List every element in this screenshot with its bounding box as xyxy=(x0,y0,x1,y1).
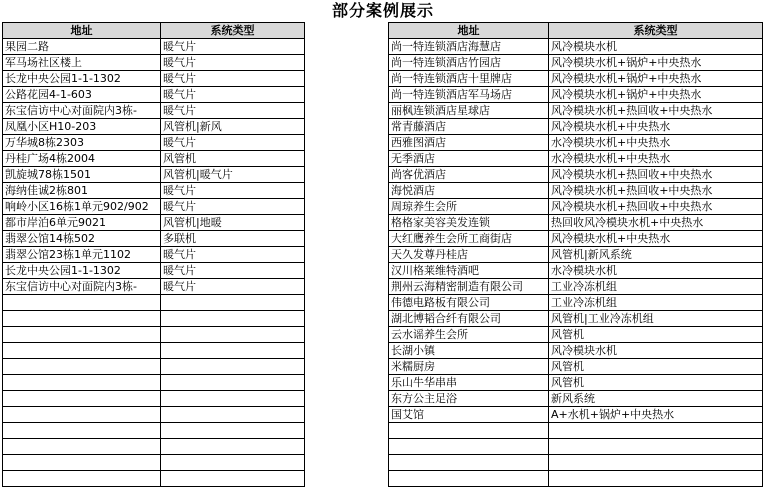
table-row xyxy=(3,151,305,167)
table-row xyxy=(3,423,305,439)
system-type-cell: 暖气片 xyxy=(161,263,305,279)
table-row xyxy=(3,407,305,423)
address-cell xyxy=(3,439,161,455)
address-cell: 海纳佳诚2栋801 xyxy=(3,183,161,199)
address-cell: 周琼养生会所 xyxy=(389,199,549,215)
table-row xyxy=(3,391,305,407)
table-row xyxy=(3,327,305,343)
system-type-cell: 风管机 xyxy=(549,327,763,343)
system-type-cell: 工业冷冻机组 xyxy=(549,295,763,311)
address-cell xyxy=(3,423,161,439)
system-type-cell: 水冷模块水机+中央热水 xyxy=(549,135,763,151)
system-type-cell: 暖气片 xyxy=(161,247,305,263)
table-row xyxy=(3,359,305,375)
system-type-cell: 工业冷冻机组 xyxy=(549,279,763,295)
address-cell: 格格家美容美发连锁 xyxy=(389,215,549,231)
address-cell: 东宝信访中心对面院内3栋- xyxy=(3,279,161,295)
system-type-cell xyxy=(161,455,305,471)
address-cell xyxy=(3,359,161,375)
column-header-system-type: 系统类型 xyxy=(549,23,763,39)
table-row xyxy=(389,167,763,183)
address-cell: 尚一特连锁酒店十里牌店 xyxy=(389,71,549,87)
table-row xyxy=(3,231,305,247)
system-type-cell: 风冷模块水机+锅炉+中央热水 xyxy=(549,87,763,103)
address-cell xyxy=(3,295,161,311)
address-cell: 丽枫连锁酒店星球店 xyxy=(389,103,549,119)
table-row xyxy=(389,407,763,423)
system-type-cell xyxy=(161,407,305,423)
right-table-body xyxy=(389,39,763,487)
system-type-cell: 暖气片 xyxy=(161,135,305,151)
address-cell: 公路花园4-1-603 xyxy=(3,87,161,103)
table-row xyxy=(389,359,763,375)
system-type-cell: 热回收风冷模块水机+中央热水 xyxy=(549,215,763,231)
address-cell xyxy=(3,407,161,423)
address-cell: 尚一特连锁酒店军马场店 xyxy=(389,87,549,103)
page-title: 部分案例展示 xyxy=(331,1,434,20)
table-row xyxy=(389,439,763,455)
address-cell xyxy=(3,391,161,407)
address-cell: 伟德电路板有限公司 xyxy=(389,295,549,311)
system-type-cell: 风冷模块水机+锅炉+中央热水 xyxy=(549,71,763,87)
system-type-cell: 风管机|工业冷冻机组 xyxy=(549,311,763,327)
system-type-cell xyxy=(549,439,763,455)
address-cell: 凤凰小区H10-203 xyxy=(3,119,161,135)
table-row xyxy=(389,231,763,247)
address-cell: 军马场社区楼上 xyxy=(3,55,161,71)
table-row xyxy=(3,279,305,295)
address-cell xyxy=(3,327,161,343)
system-type-cell: 风冷模块水机 xyxy=(549,343,763,359)
system-type-cell: 风冷模块水机+中央热水 xyxy=(549,119,763,135)
address-cell xyxy=(3,455,161,471)
table-row xyxy=(3,183,305,199)
table-row xyxy=(389,327,763,343)
system-type-cell: 暖气片 xyxy=(161,71,305,87)
address-cell: 丹桂广场4栋2004 xyxy=(3,151,161,167)
right-case-table xyxy=(388,22,763,487)
system-type-cell: 风管机 xyxy=(161,151,305,167)
table-row xyxy=(3,103,305,119)
system-type-cell: 风冷模块水机+中央热水 xyxy=(549,231,763,247)
system-type-cell: A+水机+锅炉+中央热水 xyxy=(549,407,763,423)
table-row xyxy=(389,215,763,231)
table-row xyxy=(3,311,305,327)
table-row xyxy=(3,455,305,471)
address-cell: 长湖小镇 xyxy=(389,343,549,359)
table-row xyxy=(389,263,763,279)
address-cell: 尚一特连锁酒店海慧店 xyxy=(389,39,549,55)
table-row xyxy=(389,391,763,407)
system-type-cell: 暖气片 xyxy=(161,199,305,215)
table-row xyxy=(3,295,305,311)
system-type-cell xyxy=(161,343,305,359)
table-row xyxy=(389,295,763,311)
system-type-cell xyxy=(549,423,763,439)
left-table-body xyxy=(3,39,305,487)
table-row xyxy=(3,39,305,55)
system-type-cell: 新风系统 xyxy=(549,391,763,407)
table-row xyxy=(389,87,763,103)
system-type-cell: 水冷模块水机+中央热水 xyxy=(549,151,763,167)
system-type-cell: 暖气片 xyxy=(161,87,305,103)
table-row xyxy=(3,167,305,183)
system-type-cell xyxy=(161,359,305,375)
system-type-cell: 暖气片 xyxy=(161,279,305,295)
table-row xyxy=(389,71,763,87)
column-header-address: 地址 xyxy=(389,23,549,39)
system-type-cell: 风管机|新风 xyxy=(161,119,305,135)
system-type-cell: 风管机|新风系统 xyxy=(549,247,763,263)
address-cell: 翡翠公馆23栋1单元1102 xyxy=(3,247,161,263)
address-cell xyxy=(3,343,161,359)
table-row xyxy=(3,215,305,231)
system-type-cell: 风管机|暖气片 xyxy=(161,167,305,183)
table-row xyxy=(389,423,763,439)
system-type-cell: 水冷模块水机 xyxy=(549,263,763,279)
address-cell: 长龙中央公园1-1-1302 xyxy=(3,263,161,279)
left-case-table xyxy=(2,22,305,487)
system-type-cell: 暖气片 xyxy=(161,55,305,71)
address-cell: 云水谣养生会所 xyxy=(389,327,549,343)
system-type-cell: 风冷模块水机+热回收+中央热水 xyxy=(549,103,763,119)
table-row xyxy=(3,135,305,151)
address-cell: 东宝信访中心对面院内3栋- xyxy=(3,103,161,119)
address-cell: 无季酒店 xyxy=(389,151,549,167)
address-cell: 海悦酒店 xyxy=(389,183,549,199)
column-header-system-type: 系统类型 xyxy=(161,23,305,39)
address-cell xyxy=(3,311,161,327)
system-type-cell xyxy=(161,375,305,391)
table-row xyxy=(389,151,763,167)
table-row xyxy=(389,183,763,199)
column-header-address: 地址 xyxy=(3,23,161,39)
table-row xyxy=(389,103,763,119)
table-row xyxy=(3,55,305,71)
address-cell: 万华城8栋2303 xyxy=(3,135,161,151)
table-row xyxy=(3,119,305,135)
system-type-cell xyxy=(161,391,305,407)
table-row xyxy=(389,343,763,359)
address-cell: 都市岸泊6单元9021 xyxy=(3,215,161,231)
address-cell: 乐山牛华串串 xyxy=(389,375,549,391)
table-row xyxy=(3,87,305,103)
table-row xyxy=(389,199,763,215)
table-row xyxy=(3,263,305,279)
table-row xyxy=(3,375,305,391)
system-type-cell: 风管机 xyxy=(549,375,763,391)
system-type-cell xyxy=(161,295,305,311)
system-type-cell xyxy=(549,455,763,471)
system-type-cell xyxy=(161,327,305,343)
system-type-cell: 风冷模块水机+热回收+中央热水 xyxy=(549,183,763,199)
table-row xyxy=(3,343,305,359)
system-type-cell: 风冷模块水机 xyxy=(549,39,763,55)
address-cell: 翡翠公馆14栋502 xyxy=(3,231,161,247)
table-header-row xyxy=(3,23,305,39)
address-cell: 响岭小区16栋1单元902/902 xyxy=(3,199,161,215)
table-row xyxy=(389,247,763,263)
system-type-cell: 多联机 xyxy=(161,231,305,247)
table-row xyxy=(3,199,305,215)
address-cell: 汉川格莱维特酒吧 xyxy=(389,263,549,279)
table-row xyxy=(389,455,763,471)
system-type-cell: 风管机 xyxy=(549,359,763,375)
address-cell: 长龙中央公园1-1-1302 xyxy=(3,71,161,87)
system-type-cell xyxy=(161,439,305,455)
address-cell: 凯旋城78栋1501 xyxy=(3,167,161,183)
table-header-row xyxy=(389,23,763,39)
table-row xyxy=(3,247,305,263)
table-row xyxy=(3,71,305,87)
address-cell: 尚客优酒店 xyxy=(389,167,549,183)
address-cell: 西雅图酒店 xyxy=(389,135,549,151)
address-cell: 东方公主足浴 xyxy=(389,391,549,407)
address-cell: 大红鹰养生会所工商街店 xyxy=(389,231,549,247)
system-type-cell: 暖气片 xyxy=(161,39,305,55)
table-row xyxy=(389,375,763,391)
system-type-cell: 风冷模块水机+热回收+中央热水 xyxy=(549,199,763,215)
table-row xyxy=(389,135,763,151)
address-cell xyxy=(3,375,161,391)
address-cell: 荆州云海精密制造有限公司 xyxy=(389,279,549,295)
address-cell: 常青藤酒店 xyxy=(389,119,549,135)
table-row xyxy=(389,279,763,295)
address-cell: 国艾馆 xyxy=(389,407,549,423)
address-cell: 湖北博韬合纤有限公司 xyxy=(389,311,549,327)
table-row xyxy=(389,119,763,135)
system-type-cell: 风冷模块水机+锅炉+中央热水 xyxy=(549,55,763,71)
address-cell: 米糯厨房 xyxy=(389,359,549,375)
address-cell: 尚一特连锁酒店竹园店 xyxy=(389,55,549,71)
address-cell: 天久发尊丹桂店 xyxy=(389,247,549,263)
table-row xyxy=(389,39,763,55)
system-type-cell: 暖气片 xyxy=(161,103,305,119)
address-cell xyxy=(389,439,549,455)
address-cell: 果园二路 xyxy=(3,39,161,55)
system-type-cell: 暖气片 xyxy=(161,183,305,199)
address-cell xyxy=(389,423,549,439)
table-row xyxy=(3,439,305,455)
system-type-cell xyxy=(161,311,305,327)
system-type-cell xyxy=(161,423,305,439)
address-cell xyxy=(389,455,549,471)
table-row xyxy=(389,55,763,71)
table-row xyxy=(389,311,763,327)
system-type-cell: 风冷模块水机+热回收+中央热水 xyxy=(549,167,763,183)
system-type-cell: 风管机|地暖 xyxy=(161,215,305,231)
